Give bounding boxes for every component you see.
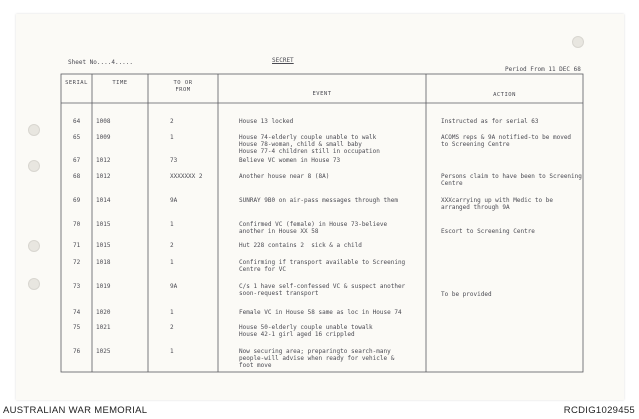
row-serial: 68 <box>73 173 81 180</box>
row-time: 1009 <box>96 134 111 141</box>
period-from: Period From 11 DEC 68 <box>505 66 581 73</box>
archive-credit: AUSTRALIAN WAR MEMORIAL <box>3 405 148 416</box>
row-event: SUNRAY 9B0 on air-pass messages through them <box>239 197 398 204</box>
row-serial: 64 <box>73 118 81 125</box>
col-header-time: TIME <box>112 80 128 86</box>
row-time: 1008 <box>96 118 111 125</box>
row-time: 1019 <box>96 283 111 290</box>
row-serial: 73 <box>73 283 81 290</box>
row-to-from: 73 <box>170 157 178 164</box>
row-time: 1014 <box>96 197 111 204</box>
col-header-serial: SERIAL <box>65 80 88 86</box>
row-to-from: 1 <box>170 309 174 316</box>
col-header-action: ACTION <box>493 92 516 98</box>
row-serial: 72 <box>73 259 81 266</box>
row-event: Hut 228 contains 2 sick & a child <box>239 242 362 249</box>
row-to-from: 2 <box>170 118 174 125</box>
sheet-number: Sheet No....4..... <box>68 59 134 66</box>
row-time: 1015 <box>96 221 111 228</box>
row-action: Escort to Screening Centre <box>441 228 535 235</box>
document-title: SECRET <box>272 57 294 64</box>
col-header-to-from: TO OR FROM <box>173 80 193 93</box>
row-action: Instructed as for serial 63 <box>441 118 539 125</box>
row-to-from: 2 <box>170 324 174 331</box>
row-to-from: 2 <box>170 242 174 249</box>
row-to-from: 1 <box>170 348 174 355</box>
row-action: Persons claim to have been to Screening Centre <box>441 173 582 187</box>
row-time: 1020 <box>96 309 111 316</box>
row-to-from: 9A <box>170 197 178 204</box>
row-to-from: 9A <box>170 283 178 290</box>
archive-id: RCDIG1029455 <box>563 405 635 416</box>
row-event: House 50-elderly couple unable towalk House 42-1 girl aged 16 crippled <box>239 324 373 338</box>
row-event: Confirmed VC (female) in House 73-believe another in House XX 58 <box>239 221 388 235</box>
row-time: 1015 <box>96 242 111 249</box>
row-action: ACOMS reps & 9A notified-to be moved to Screening Centre <box>441 134 572 148</box>
row-to-from: 1 <box>170 221 174 228</box>
row-time: 1018 <box>96 259 111 266</box>
row-event: Believe VC women in House 73 <box>239 157 341 164</box>
row-event: Confirming if transport available to Screening Centre for VC <box>239 259 406 273</box>
row-serial: 71 <box>73 242 81 249</box>
row-serial: 75 <box>73 324 81 331</box>
row-to-from: 1 <box>170 134 174 141</box>
row-time: 1025 <box>96 348 111 355</box>
row-serial: 65 <box>73 134 81 141</box>
row-serial: 76 <box>73 348 81 355</box>
row-time: 1021 <box>96 324 111 331</box>
row-serial: 70 <box>73 221 81 228</box>
row-event: C/s 1 have self-confessed VC & suspect another soon-request transport <box>239 283 406 297</box>
row-serial: 69 <box>73 197 81 204</box>
row-to-from: XXXXXXX 2 <box>170 173 203 180</box>
row-action: XXXcarrying up with Medic to be arranged through 9A <box>441 197 553 211</box>
row-action: To be provided <box>441 291 492 298</box>
row-time: 1012 <box>96 173 111 180</box>
row-event: Female VC in House 58 same as loc in House 74 <box>239 309 402 316</box>
row-event: Another house near 8 (8A) <box>239 173 330 180</box>
row-event: House 74-elderly couple unable to walk House 78-woman, child & small baby House 77-4 children still in occupation <box>239 134 380 155</box>
row-time: 1012 <box>96 157 111 164</box>
row-event: Now securing area; preparingto search-many people-will advise when ready for vehicle & foot move <box>239 348 395 369</box>
row-event: House 13 locked <box>239 118 294 125</box>
row-serial: 67 <box>73 157 81 164</box>
row-serial: 74 <box>73 309 81 316</box>
col-header-event: EVENT <box>312 91 332 97</box>
row-to-from: 1 <box>170 259 174 266</box>
